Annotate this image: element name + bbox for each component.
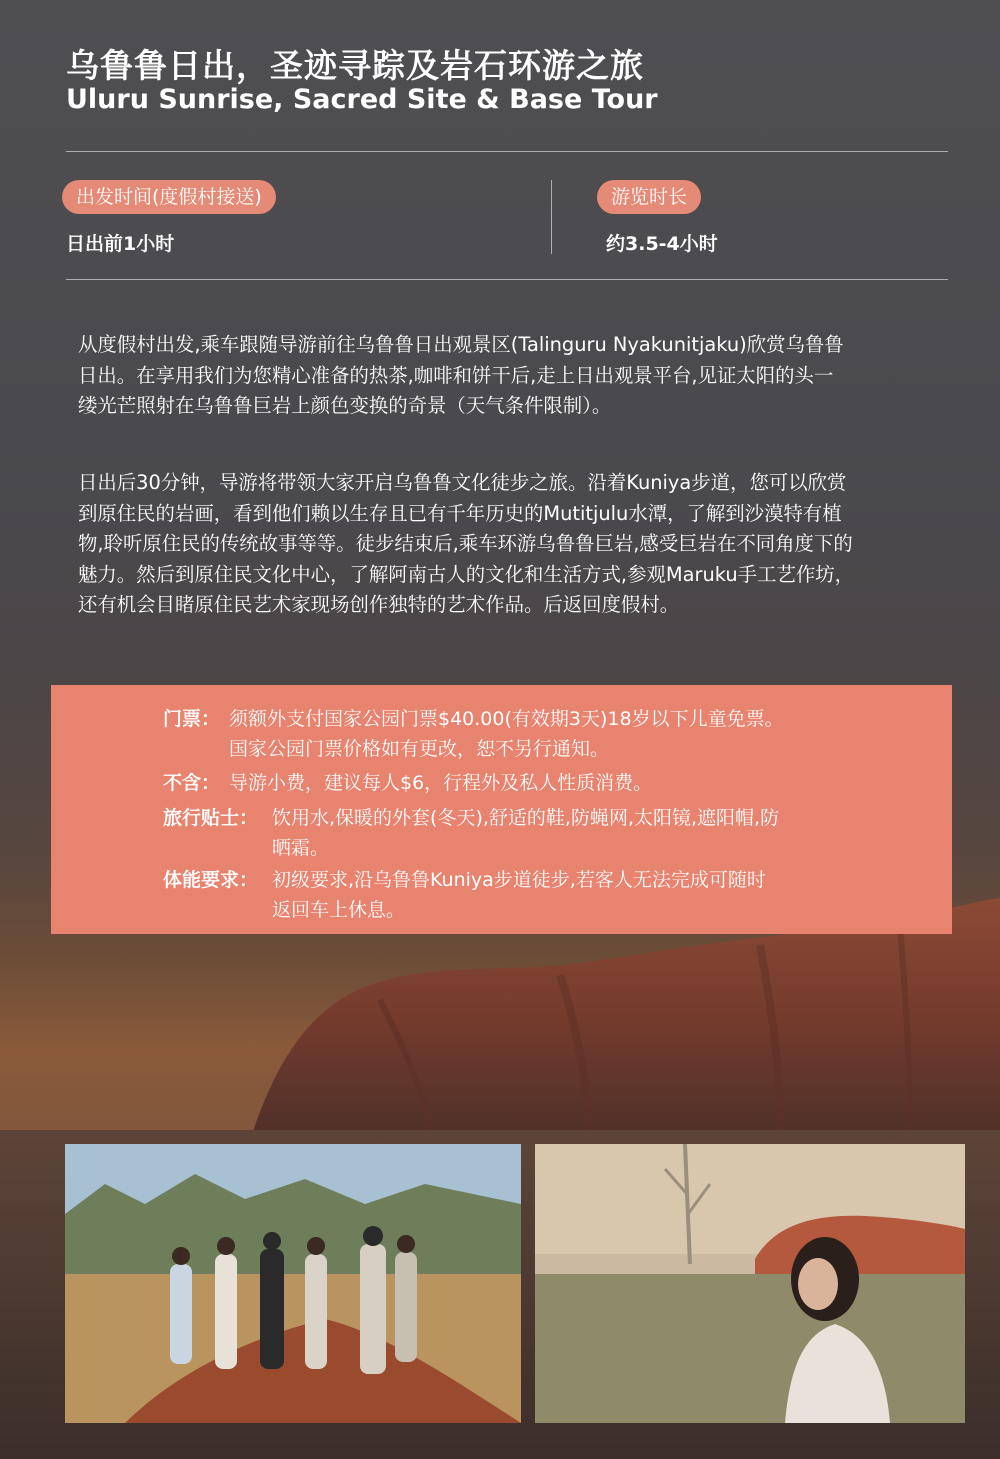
duration-label: 游览时长 — [597, 180, 701, 214]
divider-bottom — [66, 279, 948, 280]
description-paragraph-1 — [78, 330, 958, 422]
description-paragraph-2 — [78, 468, 958, 621]
fitness-text-line: 初级要求,沿乌鲁鲁Kuniya步道徒步,若客人无法完成可随时 — [272, 869, 766, 891]
tips-note — [163, 803, 780, 859]
excluded-label: 不含： — [163, 772, 221, 794]
group-hiking-photo — [65, 1144, 521, 1423]
divider-top — [66, 151, 948, 152]
ticket-label: 门票： — [163, 708, 221, 730]
description-line: 日出后30分钟，导游将带领大家开启乌鲁鲁文化徒步之旅。沿着Kuniya步道，您可以欣赏 — [78, 471, 847, 494]
departure-time-label: 出发时间(度假村接送) — [62, 180, 276, 214]
notes-box — [51, 685, 952, 934]
tour-title-en: Uluru Sunrise, Sacred Site & Base Tour — [66, 84, 658, 115]
tips-text-line: 晒霜。 — [272, 837, 330, 859]
ticket-text-line: 国家公园门票价格如有更改，恕不另行通知。 — [229, 738, 610, 760]
woman-portrait-photo — [535, 1144, 965, 1423]
ticket-text-line: 须额外支付国家公园门票$40.00(有效期3天)18岁以下儿童免票。 — [229, 708, 784, 730]
ticket-note — [163, 704, 784, 760]
tour-title-zh: 乌鲁鲁日出，圣迹寻踪及岩石环游之旅 — [66, 46, 644, 85]
duration-value: 约3.5-4小时 — [606, 233, 718, 255]
description-line: 物,聆听原住民的传统故事等等。徒步结束后,乘车环游乌鲁鲁巨岩,感受巨岩在不同角度下的 — [78, 532, 853, 555]
description-line: 到原住民的岩画，看到他们赖以生存且已有千年历史的Mutitjulu水潭，了解到沙漠特有植 — [78, 501, 842, 525]
description-line: 日出。在享用我们为您精心准备的热茶,咖啡和饼干后,走上日出观景平台,见证太阳的头一 — [78, 363, 834, 387]
description-line: 缕光芒照射在乌鲁鲁巨岩上颜色变换的奇景（天气条件限制）。 — [78, 394, 612, 417]
fitness-label: 体能要求： — [163, 869, 259, 891]
description-line: 还有机会目睹原住民艺术家现场创作独特的艺术作品。后返回度假村。 — [78, 593, 680, 616]
excluded-text-line: 导游小费，建议每人$6，行程外及私人性质消费。 — [229, 772, 653, 794]
departure-time-value: 日出前1小时 — [66, 233, 175, 255]
description-line: 魅力。然后到原住民文化中心，了解阿南古人的文化和生活方式,参观Maruku手工艺作坊， — [78, 562, 855, 586]
excluded-note — [163, 768, 653, 798]
fitness-note — [163, 865, 766, 921]
fitness-text-line: 返回车上休息。 — [272, 899, 406, 921]
tips-text-line: 饮用水,保暖的外套(冬天),舒适的鞋,防蝇网,太阳镜,遮阳帽,防 — [272, 807, 780, 829]
description-line: 从度假村出发,乘车跟随导游前往乌鲁鲁日出观景区(Talinguru Nyakunitjaku)欣赏乌鲁鲁 — [78, 333, 844, 356]
tips-label: 旅行贴士： — [163, 807, 259, 829]
info-divider — [551, 180, 552, 254]
